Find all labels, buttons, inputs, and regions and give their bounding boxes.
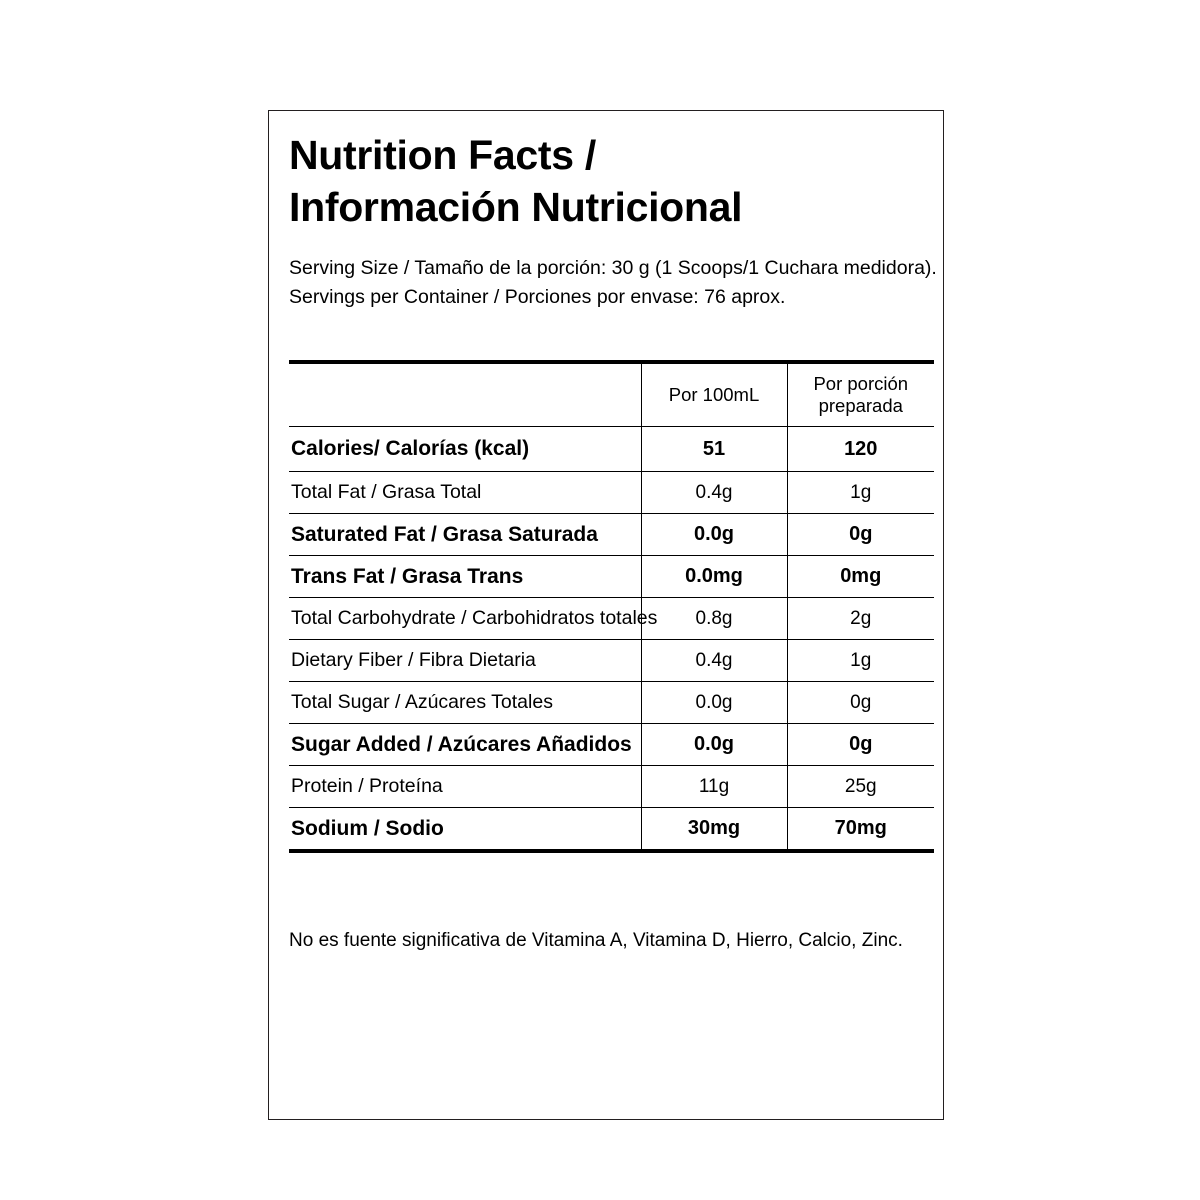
nutrient-value-per-100ml: 0.8g [641, 598, 787, 640]
servings-per-container: Servings per Container / Porciones por envase: 76 aprox. [289, 286, 786, 309]
column-header-per-100ml: Por 100mL [641, 364, 787, 427]
title-line-spanish: Información Nutricional [289, 184, 743, 231]
table-row [289, 427, 934, 472]
nutrient-value-per-serving: 25g [787, 766, 934, 808]
nutrient-name: Total Fat / Grasa Total [289, 472, 641, 514]
nutrient-name: Total Carbohydrate / Carbohidratos totales [289, 598, 641, 640]
column-header-per-serving-line2: preparada [818, 395, 903, 417]
serving-size: Serving Size / Tamaño de la porción: 30 g (1 Scoops/1 Cuchara medidora). [289, 256, 937, 279]
nutrient-value-per-serving: 0mg [787, 556, 934, 598]
rule-cell [787, 851, 934, 853]
nutrient-value-per-serving: 70mg [787, 808, 934, 852]
nutrient-value-per-serving: 2g [787, 598, 934, 640]
serving-info [289, 254, 937, 313]
nutrient-value-per-100ml: 51 [641, 427, 787, 472]
nutrient-name: Protein / Proteína [289, 766, 641, 808]
nutrient-value-per-serving: 0g [787, 682, 934, 724]
nutrient-value-per-serving: 0g [787, 724, 934, 766]
nutrient-name: Sodium / Sodio [289, 808, 641, 852]
nutrient-value-per-100ml: 30mg [641, 808, 787, 852]
nutrition-table [289, 360, 934, 853]
rule-cell [289, 851, 641, 853]
nutrient-value-per-100ml: 0.4g [641, 472, 787, 514]
table-row [289, 682, 934, 724]
title-line-english: Nutrition Facts / [289, 132, 596, 178]
nutrition-facts-panel [268, 110, 944, 1120]
nutrient-value-per-serving: 0g [787, 514, 934, 556]
nutrient-name: Total Sugar / Azúcares Totales [289, 682, 641, 724]
nutrient-value-per-100ml: 0.0g [641, 724, 787, 766]
nutrient-value-per-100ml: 11g [641, 766, 787, 808]
nutrient-value-per-100ml: 0.0g [641, 514, 787, 556]
nutrient-value-per-100ml: 0.0mg [641, 556, 787, 598]
table-row [289, 640, 934, 682]
column-header-per-serving-line1: Por porción [813, 372, 909, 394]
nutrient-value-per-serving: 120 [787, 427, 934, 472]
footnote: No es fuente significativa de Vitamina A, Vitamina D, Hierro, Calcio, Zinc. [289, 930, 903, 952]
nutrient-name: Dietary Fiber / Fibra Dietaria [289, 640, 641, 682]
nutrient-name: Saturated Fat / Grasa Saturada [289, 514, 641, 556]
table-header-row [289, 364, 934, 427]
page-title [289, 129, 937, 234]
nutrient-value-per-serving: 1g [787, 640, 934, 682]
nutrient-value-per-serving: 1g [787, 472, 934, 514]
table-row [289, 472, 934, 514]
label-content [289, 129, 937, 955]
table-row [289, 514, 934, 556]
nutrient-value-per-100ml: 0.0g [641, 682, 787, 724]
table-row [289, 556, 934, 598]
nutrient-name: Calories/ Calorías (kcal) [289, 427, 641, 472]
table-row [289, 724, 934, 766]
column-header-per-serving [787, 364, 934, 427]
nutrient-value-per-100ml: 0.4g [641, 640, 787, 682]
column-header-nutrient [289, 364, 641, 427]
table-row [289, 766, 934, 808]
rule-cell [641, 851, 787, 853]
table-row [289, 598, 934, 640]
nutrient-name: Trans Fat / Grasa Trans [289, 556, 641, 598]
table-row [289, 808, 934, 852]
nutrient-name: Sugar Added / Azúcares Añadidos [289, 724, 641, 766]
table-bottom-rule [289, 851, 934, 853]
